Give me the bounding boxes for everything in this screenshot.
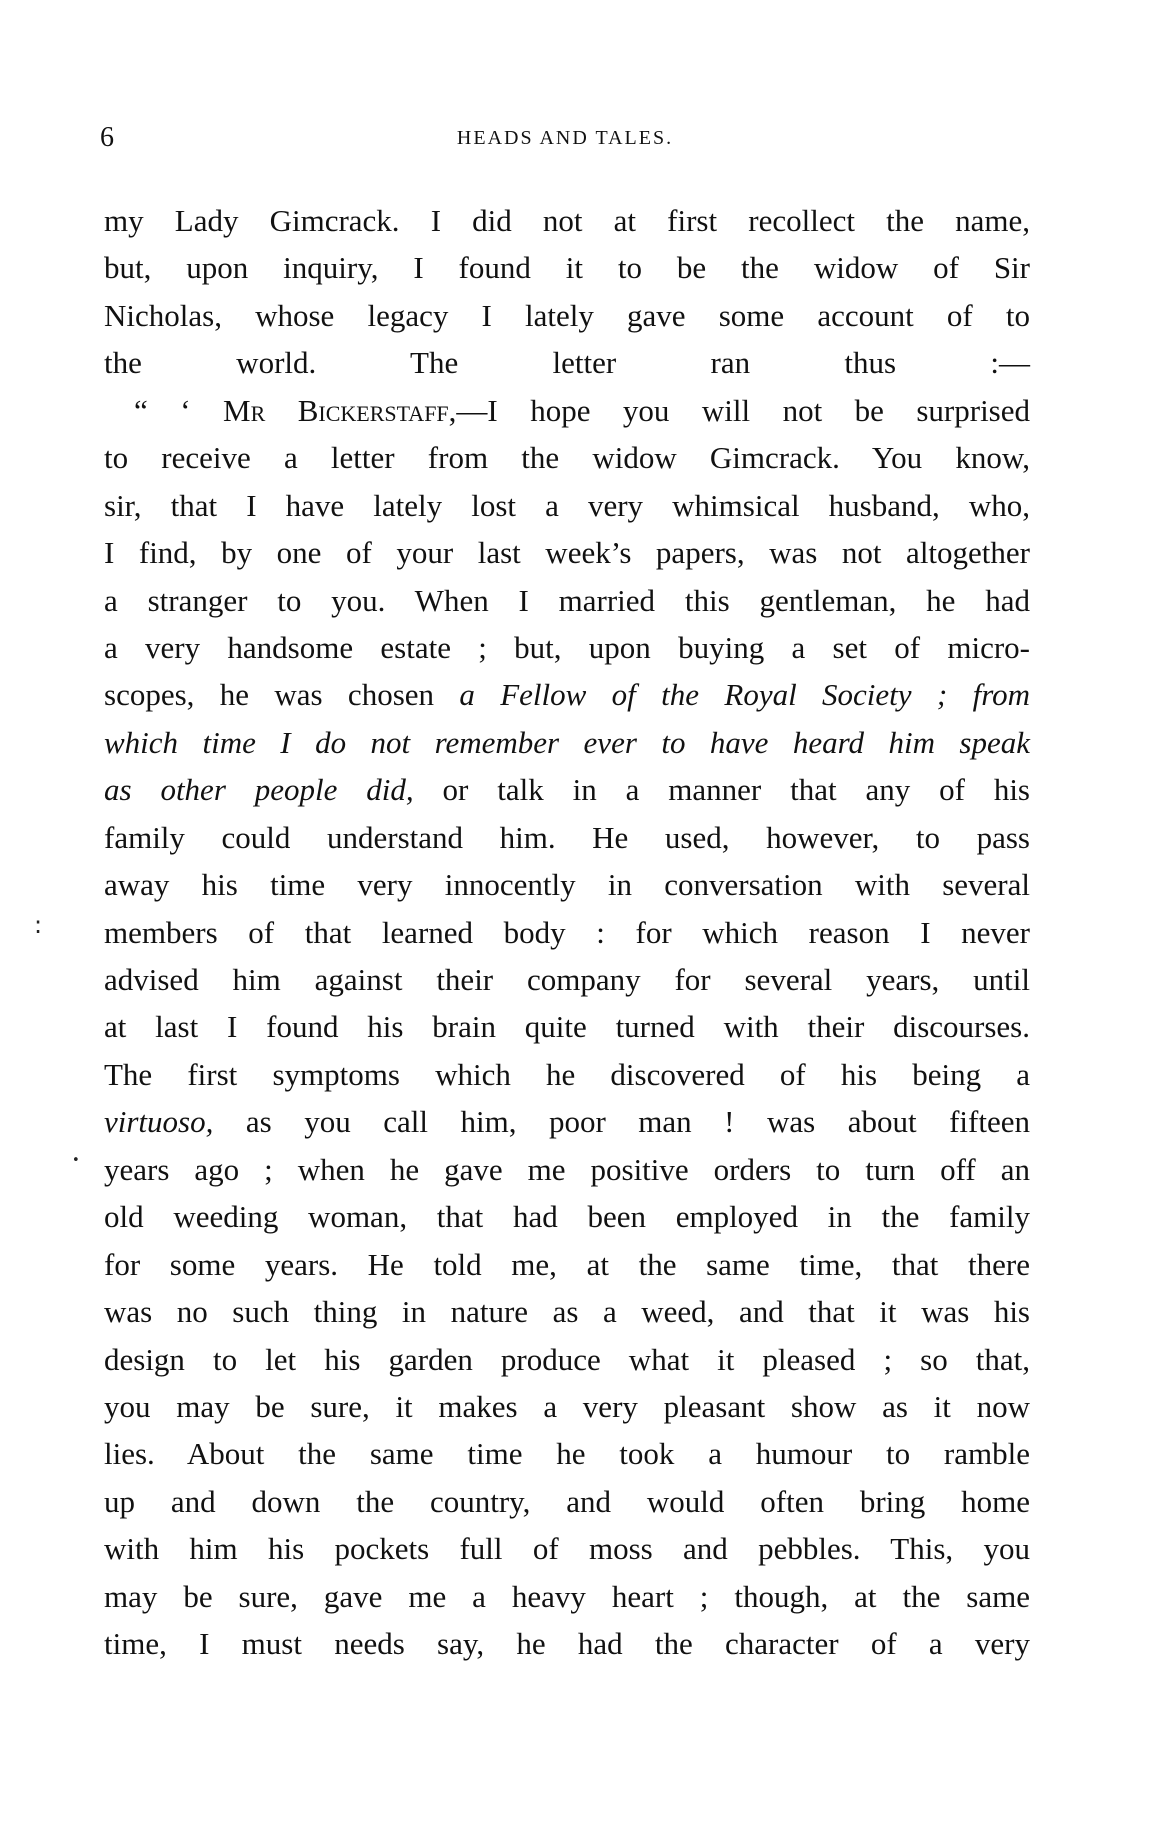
text-line: lies. About the same time he took a humour to ramble: [104, 1436, 1030, 1472]
text-line: sir, that I have lately lost a very whimsical husband, who,: [104, 487, 1030, 523]
small-caps-text: Mr Bickerstaff,: [223, 392, 457, 428]
text-line: [104, 719, 1030, 766]
text-line: time, I must needs say, he had the character of a very: [104, 1626, 1030, 1662]
text-line: the world. The letter ran thus :—: [104, 345, 1030, 381]
text-line: The first symptoms which he discovered of his being a: [104, 1056, 1030, 1092]
body-text: [104, 197, 1030, 1668]
line-segment: as you call him, poor man ! was about fifteen: [213, 1104, 1030, 1140]
running-head: HEADS AND TALES.: [456, 127, 674, 149]
text-line: you may be sure, it makes a very pleasant show as it now: [104, 1388, 1030, 1424]
line-segment: —I hope you will not be surprised: [456, 392, 1031, 428]
text-line: design to let his garden produce what it pleased ; so that,: [104, 1341, 1030, 1377]
text-line: a stranger to you. When I married this gentleman, he had: [104, 582, 1030, 618]
page-number: 6: [100, 122, 114, 153]
text-line: may be sure, gave me a heavy heart ; though, at the same: [104, 1578, 1030, 1614]
italic-text: virtuoso,: [104, 1104, 214, 1140]
text-line: my Lady Gimcrack. I did not at first recollect the name,: [104, 203, 1030, 238]
text-line: with him his pockets full of moss and pebbles. This, you: [104, 1531, 1030, 1567]
text-line: but, upon inquiry, I found it to be the widow of Sir: [104, 250, 1030, 286]
text-line: was no such thing in nature as a weed, and that it was his: [104, 1294, 1030, 1330]
text-line: old weeding woman, that had been employed in the family: [104, 1199, 1030, 1235]
text-line: at last I found his brain quite turned with their discourses.: [104, 1009, 1030, 1045]
text-line: advised him against their company for several years, until: [104, 962, 1030, 997]
text-line: a very handsome estate ; but, upon buying a set of micro-: [104, 629, 1030, 665]
text-line: [104, 387, 1030, 434]
text-line: to receive a letter from the widow Gimcrack. You know,: [104, 440, 1030, 476]
left-margin-colon-mark: :: [34, 911, 43, 939]
text-line: [104, 766, 1030, 813]
text-line: for some years. He told me, at the same time, that there: [104, 1246, 1030, 1282]
text-line: away his time very innocently in conversation with several: [104, 867, 1030, 903]
text-line: Nicholas, whose legacy I lately gave some account of to: [104, 297, 1030, 333]
text-line: family could understand him. He used, however, to pass: [104, 819, 1030, 855]
italic-text: a Fellow of the Royal Society ; from: [459, 677, 1030, 713]
text-line: years ago ; when he gave me positive orders to turn off an: [104, 1151, 1030, 1187]
italic-text: as other people did,: [104, 772, 414, 808]
line-segment: scopes, he was chosen: [104, 677, 460, 713]
text-line: members of that learned body : for which reason I never: [104, 914, 1030, 950]
text-line: [104, 1098, 1030, 1145]
text-line: up and down the country, and would often bring home: [104, 1483, 1030, 1519]
page-header: [100, 118, 1030, 158]
text-line: I find, by one of your last week’s papers, was not altogether: [104, 535, 1030, 571]
line-segment: or talk in a manner that any of his: [413, 772, 1030, 808]
text-line: [104, 671, 1030, 718]
line-segment: “ ‘: [134, 392, 224, 428]
left-margin-bullet-mark: •: [72, 1153, 80, 1168]
italic-text: which time I do not remember ever to have heard him speak: [104, 724, 1030, 760]
